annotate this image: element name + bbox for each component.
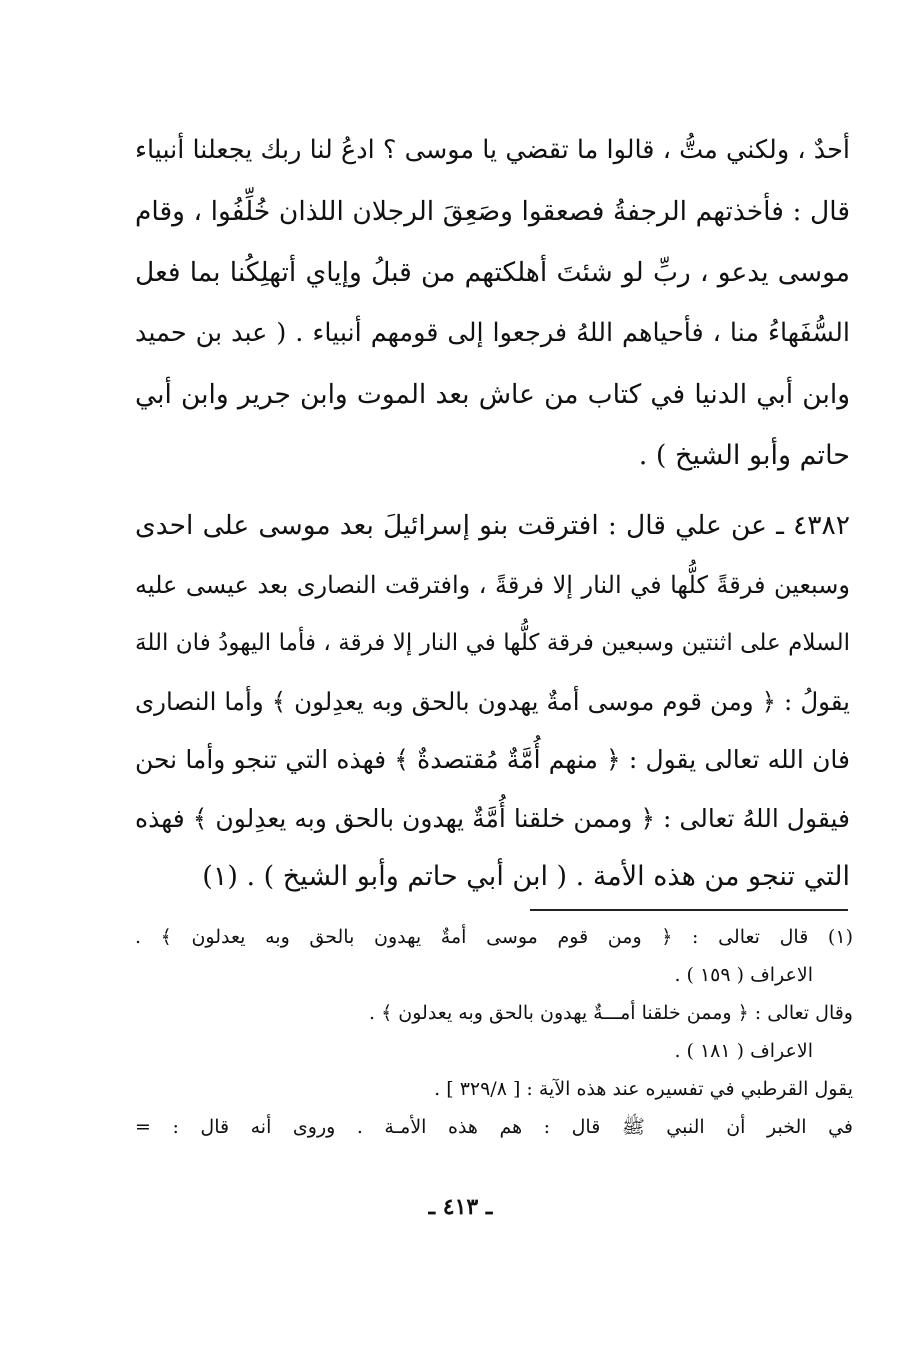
text-line: السُّفَهاءُ منا ، فأحياهم اللهُ فرجعوا إلى قومهم أنبياء . ( عبد بن حميد xyxy=(135,318,850,348)
text-line: يقولُ : ﴿ ومن قوم موسى أمةٌ يهدون بالحق وبه يعدِلون ﴾ وأما النصارى xyxy=(135,686,850,716)
text-line: وابن أبي الدنيا في كتاب من عاش بعد الموت وابن جرير وابن أبي xyxy=(135,379,850,410)
text-line: وسبعين فرقةً كلُّها في النار إلا فرقةً ، وافترقت النصارى بعد عيسى عليه xyxy=(135,570,850,599)
page-number: ـ ٤١٣ ـ xyxy=(428,1194,493,1220)
text-line: التي تنجو من هذه الأمة . ( ابن أبي حاتم وأبو الشيخ ) . (١) xyxy=(202,861,850,892)
text-line: السلام على اثنتين وسبعين فرقة كلُّها في النار إلا فرقة ، فأما اليهودُ فان اللهَ xyxy=(135,630,850,656)
footnote-line: (١) قال تعالى : ﴿ ومن قوم موسى أمةٌ يهدون بالحق وبه يعدلون ﴾ . xyxy=(135,926,853,948)
footnote-line: وقال تعالى : ﴿ وممن خلقنا أمـــةٌ يهدون بالحق وبه يعدلون ﴾ . xyxy=(369,1002,853,1024)
text-line: فان الله تعالى يقول : ﴿ منهم أُمَّةٌ مُقتصدةٌ ﴾ فهذه التي تنجو وأما نحن xyxy=(135,745,850,774)
hadith-4382 xyxy=(135,497,850,907)
text-line: موسى يدعو ، ربِّ لو شئتَ أهلكتهم من قبلُ وإياي أتهلِكُنا بما فعل xyxy=(135,257,850,288)
footnotes xyxy=(135,918,853,1146)
footnote-line: يقول القرطبي في تفسيره عند هذه الآية : [ ٣٢٩/٨ ] . xyxy=(434,1078,853,1100)
paragraph-continuation xyxy=(135,120,850,486)
text-line: قال : فأخذتهم الرجفةُ فصعقوا وصَعِقَ الرجلان اللذان خُلِّفُوا ، وقام xyxy=(135,196,850,227)
text-line: أحدٌ ، ولكني متُّ ، قالوا ما تقضي يا موسى ؟ ادعُ لنا ربك يجعلنا أنبياء xyxy=(135,135,850,165)
text-line: فيقول اللهُ تعالى : ﴿ وممن خلقنا أُمَّةٌ يهدون بالحق وبه يعدِلون ﴾ فهذه xyxy=(135,803,850,833)
text-line: حاتم وأبو الشيخ ) . xyxy=(638,440,850,471)
footnote-line: الاعراف ( ١٨١ ) . xyxy=(674,1040,813,1062)
footnote-line: الاعراف ( ١٥٩ ) . xyxy=(674,964,813,986)
text-line: ٤٣٨٢ ـ عن علي قال : افترقت بنو إسرائيلَ بعد موسى على احدى xyxy=(135,510,850,541)
footnote-line: في الخبر أن النبي ﷺ قال : هم هذه الأمـة . وروى أنه قال : = xyxy=(135,1116,853,1138)
footnote-separator xyxy=(530,909,848,911)
